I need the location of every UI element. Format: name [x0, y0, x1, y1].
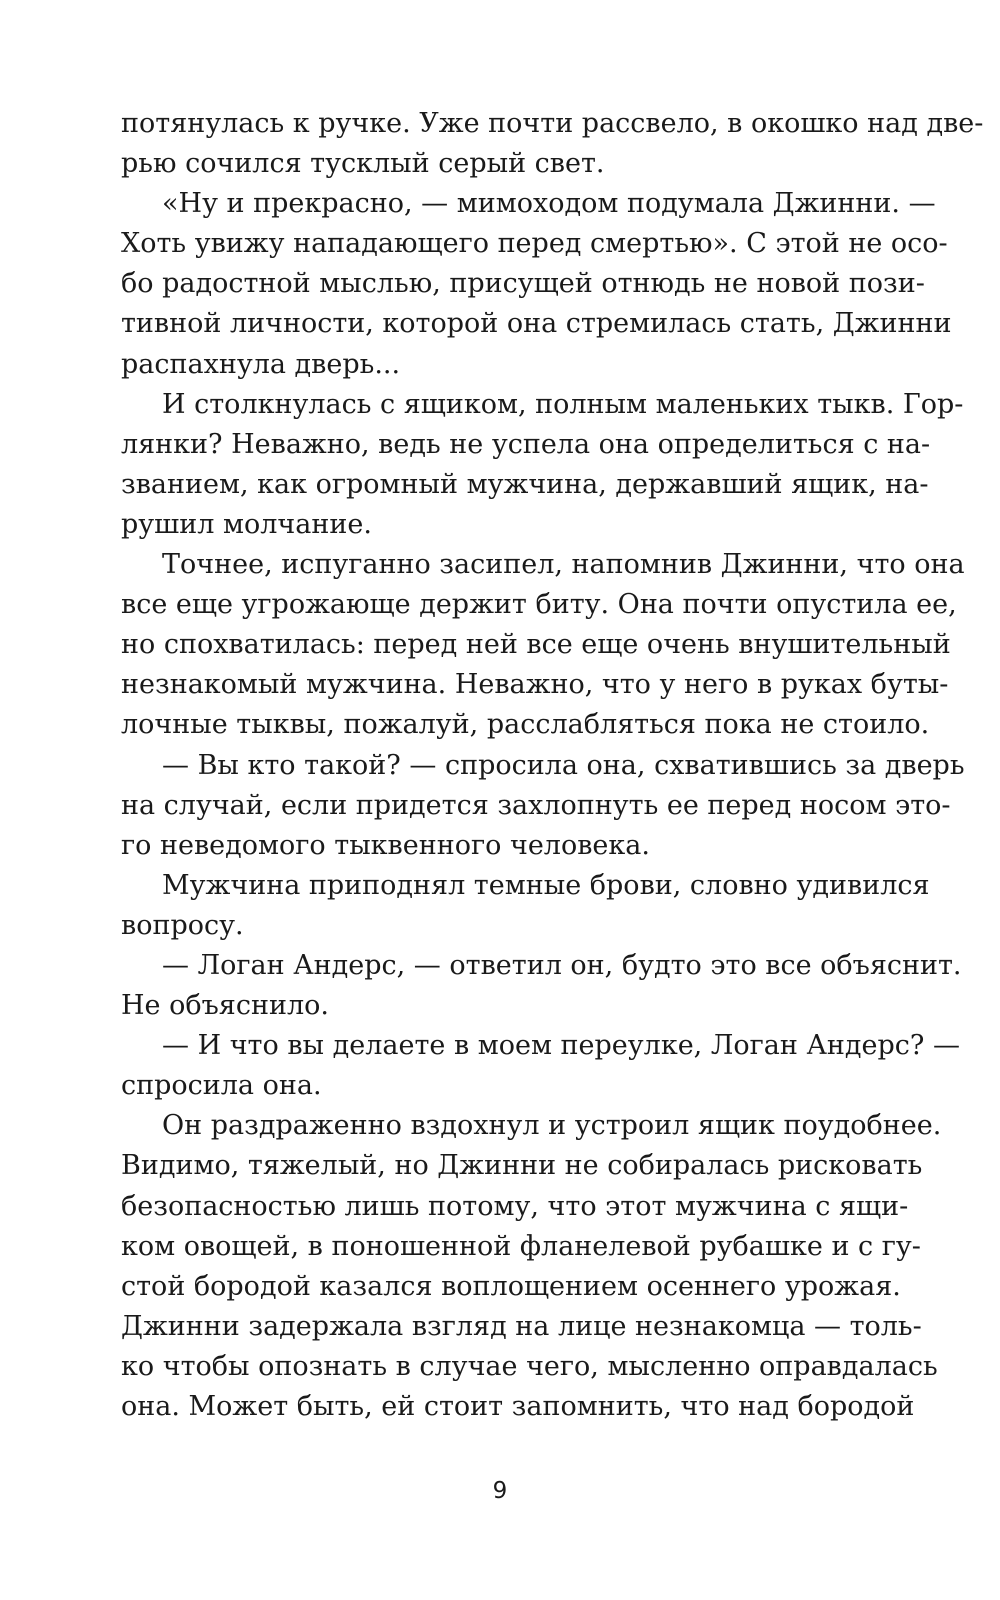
text-line: стой бородой казался воплощением осеннего урожая.	[121, 1270, 901, 1302]
text-line: — Логан Андерс, — ответил он, будто это все объяснит.	[162, 949, 962, 981]
page-number: 9	[492, 1478, 508, 1504]
text-line: лянки? Неважно, ведь не успела она определиться с на-	[121, 428, 931, 460]
text-line: бо радостной мыслью, присущей отнюдь не новой пози-	[121, 268, 925, 300]
text-line: — И что вы делаете в моем переулке, Логан Андерс? —	[162, 1030, 960, 1062]
paragraph	[121, 385, 964, 545]
text-line: тивной личности, которой она стремилась стать, Джинни	[121, 308, 952, 340]
text-line: лочные тыквы, пожалуй, расслабляться пока не стоило.	[121, 709, 930, 741]
text-line: вопросу.	[121, 909, 244, 941]
text-line: Видимо, тяжелый, но Джинни не собиралась рисковать	[121, 1150, 923, 1182]
text-line: ко чтобы опознать в случае чего, мысленно оправдалась	[121, 1350, 938, 1382]
text-line: она. Может быть, ей стоит запомнить, что над бородой	[121, 1391, 915, 1422]
text-line: потянулась к ручке. Уже почти рассвело, в окошко над две-	[121, 108, 984, 139]
text-line: ком овощей, в поношенной фланелевой рубашке и с гу-	[121, 1230, 921, 1262]
paragraph	[121, 746, 965, 866]
text-line: Точнее, испуганно засипел, напомнив Джинни, что она	[162, 549, 965, 581]
paragraph	[121, 946, 962, 1026]
paragraph	[121, 866, 930, 946]
paragraph	[121, 545, 965, 745]
paragraph	[121, 104, 984, 184]
text-line: Джинни задержала взгляд на лице незнакомца — толь-	[121, 1310, 922, 1342]
text-line: спросила она.	[121, 1070, 322, 1102]
text-line: Он раздраженно вздохнул и устроил ящик поудобнее.	[162, 1110, 942, 1142]
text-line: незнакомый мужчина. Неважно, что у него в руках буты-	[121, 669, 949, 701]
text-line: но спохватилась: перед ней все еще очень внушительный	[121, 629, 951, 661]
text-line: Хоть увижу нападающего перед смертью». С этой не осо-	[121, 228, 948, 260]
text-line: распахнула дверь...	[121, 348, 401, 380]
text-line: безопасностью лишь потому, что этот мужчина с ящи-	[121, 1190, 909, 1222]
paragraph	[121, 1026, 960, 1106]
text-line: все еще угрожающе держит биту. Она почти опустила ее,	[121, 589, 957, 621]
text-line: на случай, если придется захлопнуть ее перед носом это-	[121, 789, 951, 821]
text-line: — Вы кто такой? — спросила она, схватившись за дверь	[162, 749, 965, 781]
text-line: И столкнулась с ящиком, полным маленьких тыкв. Гор-	[162, 388, 964, 420]
body-text	[121, 104, 984, 1427]
text-line: «Ну и прекрасно, — мимоходом подумала Джинни. —	[162, 188, 936, 220]
text-line: рушил молчание.	[121, 508, 372, 540]
paragraph	[121, 1106, 942, 1427]
text-line: Не объяснило.	[121, 990, 329, 1022]
text-line: го неведомого тыквенного человека.	[121, 829, 650, 861]
paragraph	[121, 184, 952, 384]
text-line: Мужчина приподнял темные брови, словно удивился	[162, 869, 930, 901]
text-line: званием, как огромный мужчина, державший ящик, на-	[121, 468, 929, 500]
text-line: рью сочился тусклый серый свет.	[121, 148, 605, 180]
